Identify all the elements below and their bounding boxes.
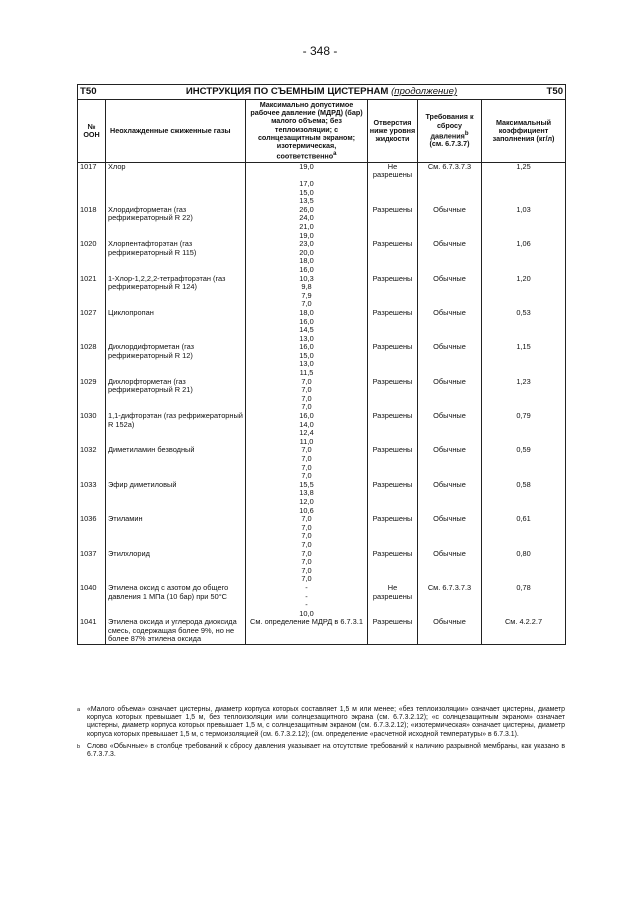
mawp-value: 7,0 (301, 539, 312, 549)
table-title-bar (78, 85, 566, 100)
filling-ratio-cell: 1,23 (482, 378, 566, 412)
un-number-cell: 1018 (78, 206, 106, 240)
mawp-value: 7,0 (301, 522, 312, 532)
openings-cell: Разрешены (368, 618, 418, 644)
gas-name-cell: Циклопропан (106, 309, 246, 343)
mawp-value: - (305, 591, 308, 601)
openings-cell: Разрешены (368, 275, 418, 309)
pressure-relief-cell: Обычные (418, 481, 482, 515)
mawp-value: 7,0 (301, 565, 312, 575)
filling-ratio-cell: 0,80 (482, 550, 566, 584)
gas-name-cell: 1-Хлор-1,2,2,2-тетрафторэтан (газ рефрижераторный R 124) (106, 275, 246, 309)
filling-ratio-cell: 0,79 (482, 412, 566, 446)
filling-ratio-cell: См. 4.2.2.7 (482, 618, 566, 644)
un-number-cell: 1020 (78, 240, 106, 274)
mawp-value: 18,0 (299, 307, 314, 317)
openings-cell: Разрешены (368, 309, 418, 343)
openings-cell: Разрешены (368, 206, 418, 240)
openings-cell: Разрешены (368, 240, 418, 274)
un-number-cell: 1017 (78, 162, 106, 205)
pressure-relief-cell: Обычные (418, 240, 482, 274)
un-number-cell: 1030 (78, 412, 106, 446)
table-row (78, 584, 566, 618)
mawp-value: 10,0 (299, 608, 314, 618)
gas-name-cell: 1,1-дифторэтан (газ рефрижераторный R 152a) (106, 412, 246, 446)
mawp-value: 7,0 (301, 445, 312, 455)
openings-cell: Разрешены (368, 481, 418, 515)
mawp-value: - (305, 582, 308, 592)
mawp-value: 15,0 (299, 187, 314, 197)
mawp-cell (246, 515, 368, 549)
header-pressure-relief: Требования к сбросу давления$^b$ (см. 6.7.3.7) (418, 100, 482, 163)
pressure-relief-cell: Обычные (418, 343, 482, 377)
table-row (78, 412, 566, 446)
table-row (78, 550, 566, 584)
mawp-value: 16,0 (299, 342, 314, 352)
mawp-value: 19,0 (299, 230, 314, 240)
pressure-relief-cell: Обычные (418, 206, 482, 240)
mawp-value: 24,0 (299, 213, 314, 223)
mawp-value: 14,5 (299, 325, 314, 335)
table-row (78, 275, 566, 309)
mawp-value: 9,8 (301, 282, 312, 292)
header-gas-name: Неохлажденные сжиженные газы (106, 100, 246, 163)
footnote-mark: a (77, 707, 81, 713)
mawp-cell (246, 275, 368, 309)
mawp-value: 12,4 (299, 428, 314, 438)
mawp-cell (246, 481, 368, 515)
footnote-text: «Малого объема» означает цистерны, диаметр корпуса которых составляет 1,5 м или менее; «без теплоизоляции» означает цистерны, диаметр корпуса которых превышает 1,5 м, без теплоизоляции или солнцезащитного экрана (см. 6.7.3.2.12); «с солнцезащитным экраном» означает цистерны, диаметр корпуса которых превышает 1,5 м, с солнцезащитным экраном (см. 6.7.3.2.12); «изотермическая» означает цистерны, диаметр корпуса которых превышает 1,5 м, с термоизоляцией (см. 6.7.3.2.12); (см. определение «расчетной исходной температуры» в 6.7.3.1). (87, 706, 565, 738)
header-openings: Отверстия ниже уровня жидкости (368, 100, 418, 163)
un-number-cell: 1037 (78, 550, 106, 584)
portable-tank-instruction-table (77, 84, 565, 645)
un-number-cell: 1041 (78, 618, 106, 644)
page-number: - 348 - (302, 44, 338, 58)
mawp-value: См. определение МДРД в 6.7.3.1 (250, 617, 363, 627)
mawp-value: 13,5 (299, 196, 314, 206)
gas-name-cell: Хлорпентафторэтан (газ рефрижераторный R 115) (106, 240, 246, 274)
gas-name-cell: Этилхлорид (106, 550, 246, 584)
mawp-value: 7,0 (301, 454, 312, 463)
mawp-cell (246, 343, 368, 377)
footnote-a (77, 706, 565, 739)
mawp-value: 16,0 (299, 264, 314, 274)
table-row (78, 378, 566, 412)
mawp-value: 7,0 (301, 471, 312, 481)
mawp-value: 10,3 (299, 273, 314, 283)
mawp-value: 11,0 (299, 436, 314, 446)
openings-cell: Разрешены (368, 343, 418, 377)
footnote-text: Слово «Обычные» в столбце требований к сбросу давления указывает на отсутствие требований к наличию разрывной мембраны, как указано в 6.7.3.7.3. (87, 742, 565, 759)
table-row (78, 206, 566, 240)
instruction-code-left: T50 (80, 86, 97, 97)
mawp-value: 7,0 (301, 299, 312, 309)
un-number-cell: 1029 (78, 378, 106, 412)
mawp-value: 12,0 (299, 496, 314, 506)
mawp-value: 7,0 (301, 514, 312, 524)
openings-cell: Разрешены (368, 446, 418, 480)
un-number-cell: 1027 (78, 309, 106, 343)
mawp-value: 21,0 (299, 221, 314, 231)
mawp-value: 15,0 (299, 350, 314, 360)
filling-ratio-cell: 1,25 (482, 162, 566, 205)
mawp-value: - (305, 600, 308, 610)
mawp-value: 16,0 (299, 411, 314, 421)
mawp-value: 13,0 (299, 359, 314, 369)
mawp-value: 7,0 (301, 376, 312, 386)
table-row (78, 162, 566, 205)
footnote-b (77, 743, 565, 759)
mawp-value: 7,0 (301, 393, 312, 403)
mawp-value: 11,5 (299, 368, 314, 378)
filling-ratio-cell: 0,58 (482, 481, 566, 515)
pressure-relief-cell: Обычные (418, 309, 482, 343)
table-row (78, 343, 566, 377)
table-title: ИНСТРУКЦИЯ ПО СЪЕМНЫМ ЦИСТЕРНАМ (185, 86, 389, 97)
filling-ratio-cell: 0,59 (482, 446, 566, 480)
mawp-value: 17,0 (299, 179, 314, 188)
openings-cell: Не разрешены (368, 584, 418, 618)
mawp-value: 16,0 (299, 316, 314, 326)
filling-ratio-cell: 0,61 (482, 515, 566, 549)
mawp-value: 7,0 (301, 385, 312, 395)
pressure-relief-cell: Обычные (418, 550, 482, 584)
footnote-mark: b (77, 743, 81, 750)
openings-cell: Разрешены (368, 412, 418, 446)
mawp-value: 7,0 (301, 548, 312, 558)
un-number-cell: 1040 (78, 584, 106, 618)
pressure-relief-cell: См. 6.7.3.7.3 (418, 584, 482, 618)
mawp-value: 7,0 (301, 402, 312, 412)
mawp-cell (246, 618, 368, 644)
gas-name-cell: Дихлордифторметан (газ рефрижераторный R 12) (106, 343, 246, 377)
table-row (78, 515, 566, 549)
mawp-value: 18,0 (299, 256, 314, 266)
gas-name-cell: Этилена оксид с азотом до общего давления 1 МПа (10 бар) при 50°С (106, 584, 246, 618)
mawp-cell (246, 584, 368, 618)
filling-ratio-cell: 1,20 (482, 275, 566, 309)
filling-ratio-cell: 1,03 (482, 206, 566, 240)
mawp-cell (246, 550, 368, 584)
un-number-cell: 1033 (78, 481, 106, 515)
gas-name-cell: Хлор (106, 162, 246, 205)
mawp-value: 7,0 (301, 531, 312, 541)
filling-ratio-cell: 0,78 (482, 584, 566, 618)
pressure-relief-cell: Обычные (418, 275, 482, 309)
mawp-value: 10,6 (299, 505, 314, 515)
pressure-relief-cell: Обычные (418, 618, 482, 644)
gas-name-cell: Дихлорфторметан (газ рефрижераторный R 21) (106, 378, 246, 412)
mawp-value: 26,0 (299, 204, 314, 214)
filling-ratio-cell: 1,15 (482, 343, 566, 377)
mawp-value: 14,0 (299, 419, 314, 429)
openings-cell: Разрешены (368, 550, 418, 584)
un-number-cell: 1021 (78, 275, 106, 309)
header-mawp: Максимально допустимое рабочее давление (МДРД) (бар) малого объема; без теплоизоляции; с солнцезащитным экраном; изотермическая, соответственно$^a$ (246, 100, 368, 163)
mawp-cell (246, 206, 368, 240)
mawp-value: 15,5 (299, 479, 314, 489)
pressure-relief-cell: Обычные (418, 378, 482, 412)
openings-cell: Не разрешены (368, 162, 418, 205)
mawp-value: 20,0 (299, 247, 314, 257)
mawp-value: 7,9 (301, 290, 312, 300)
gas-name-cell: Эфир диметиловый (106, 481, 246, 515)
mawp-cell (246, 240, 368, 274)
pressure-relief-cell: См. 6.7.3.7.3 (418, 162, 482, 205)
openings-cell: Разрешены (368, 378, 418, 412)
mawp-value: 7,0 (301, 557, 312, 567)
pressure-relief-cell: Обычные (418, 412, 482, 446)
table-body (78, 162, 566, 644)
mawp-value: 13,8 (299, 488, 314, 498)
mawp-value: 7,0 (301, 462, 312, 472)
filling-ratio-cell: 1,06 (482, 240, 566, 274)
mawp-value: 7,0 (301, 574, 312, 584)
mawp-cell (246, 162, 368, 205)
un-number-cell: 1036 (78, 515, 106, 549)
mawp-cell (246, 412, 368, 446)
gas-name-cell: Диметиламин безводный (106, 446, 246, 480)
pressure-relief-cell: Обычные (418, 515, 482, 549)
un-number-cell: 1028 (78, 343, 106, 377)
table-row (78, 618, 566, 644)
openings-cell: Разрешены (368, 515, 418, 549)
header-un-number: № ООН (78, 100, 106, 163)
gas-name-cell: Хлордифторметан (газ рефрижераторный R 22) (106, 206, 246, 240)
mawp-value: 23,0 (299, 239, 314, 249)
mawp-value: 19,0 (299, 161, 314, 171)
table-row (78, 481, 566, 515)
instruction-code-right: T50 (546, 86, 564, 97)
header-filling-ratio: Максимальный коэффициент заполнения (кг/л) (482, 100, 566, 163)
table-row (78, 309, 566, 343)
gas-name-cell: Этиламин (106, 515, 246, 549)
gas-name-cell: Этилена оксида и углерода диоксида смесь, содержащая более 9%, но не более 87% этилена оксида (106, 618, 246, 644)
filling-ratio-cell: 0,53 (482, 309, 566, 343)
mawp-value: 13,0 (299, 333, 314, 343)
un-number-cell: 1032 (78, 446, 106, 480)
mawp-cell (246, 309, 368, 343)
table-title-continuation: (продолжение) (391, 86, 458, 97)
instruction-table (77, 84, 566, 645)
table-row (78, 446, 566, 480)
footnotes (77, 706, 565, 763)
mawp-cell (246, 378, 368, 412)
mawp-cell (246, 446, 368, 480)
pressure-relief-cell: Обычные (418, 446, 482, 480)
table-row (78, 240, 566, 274)
